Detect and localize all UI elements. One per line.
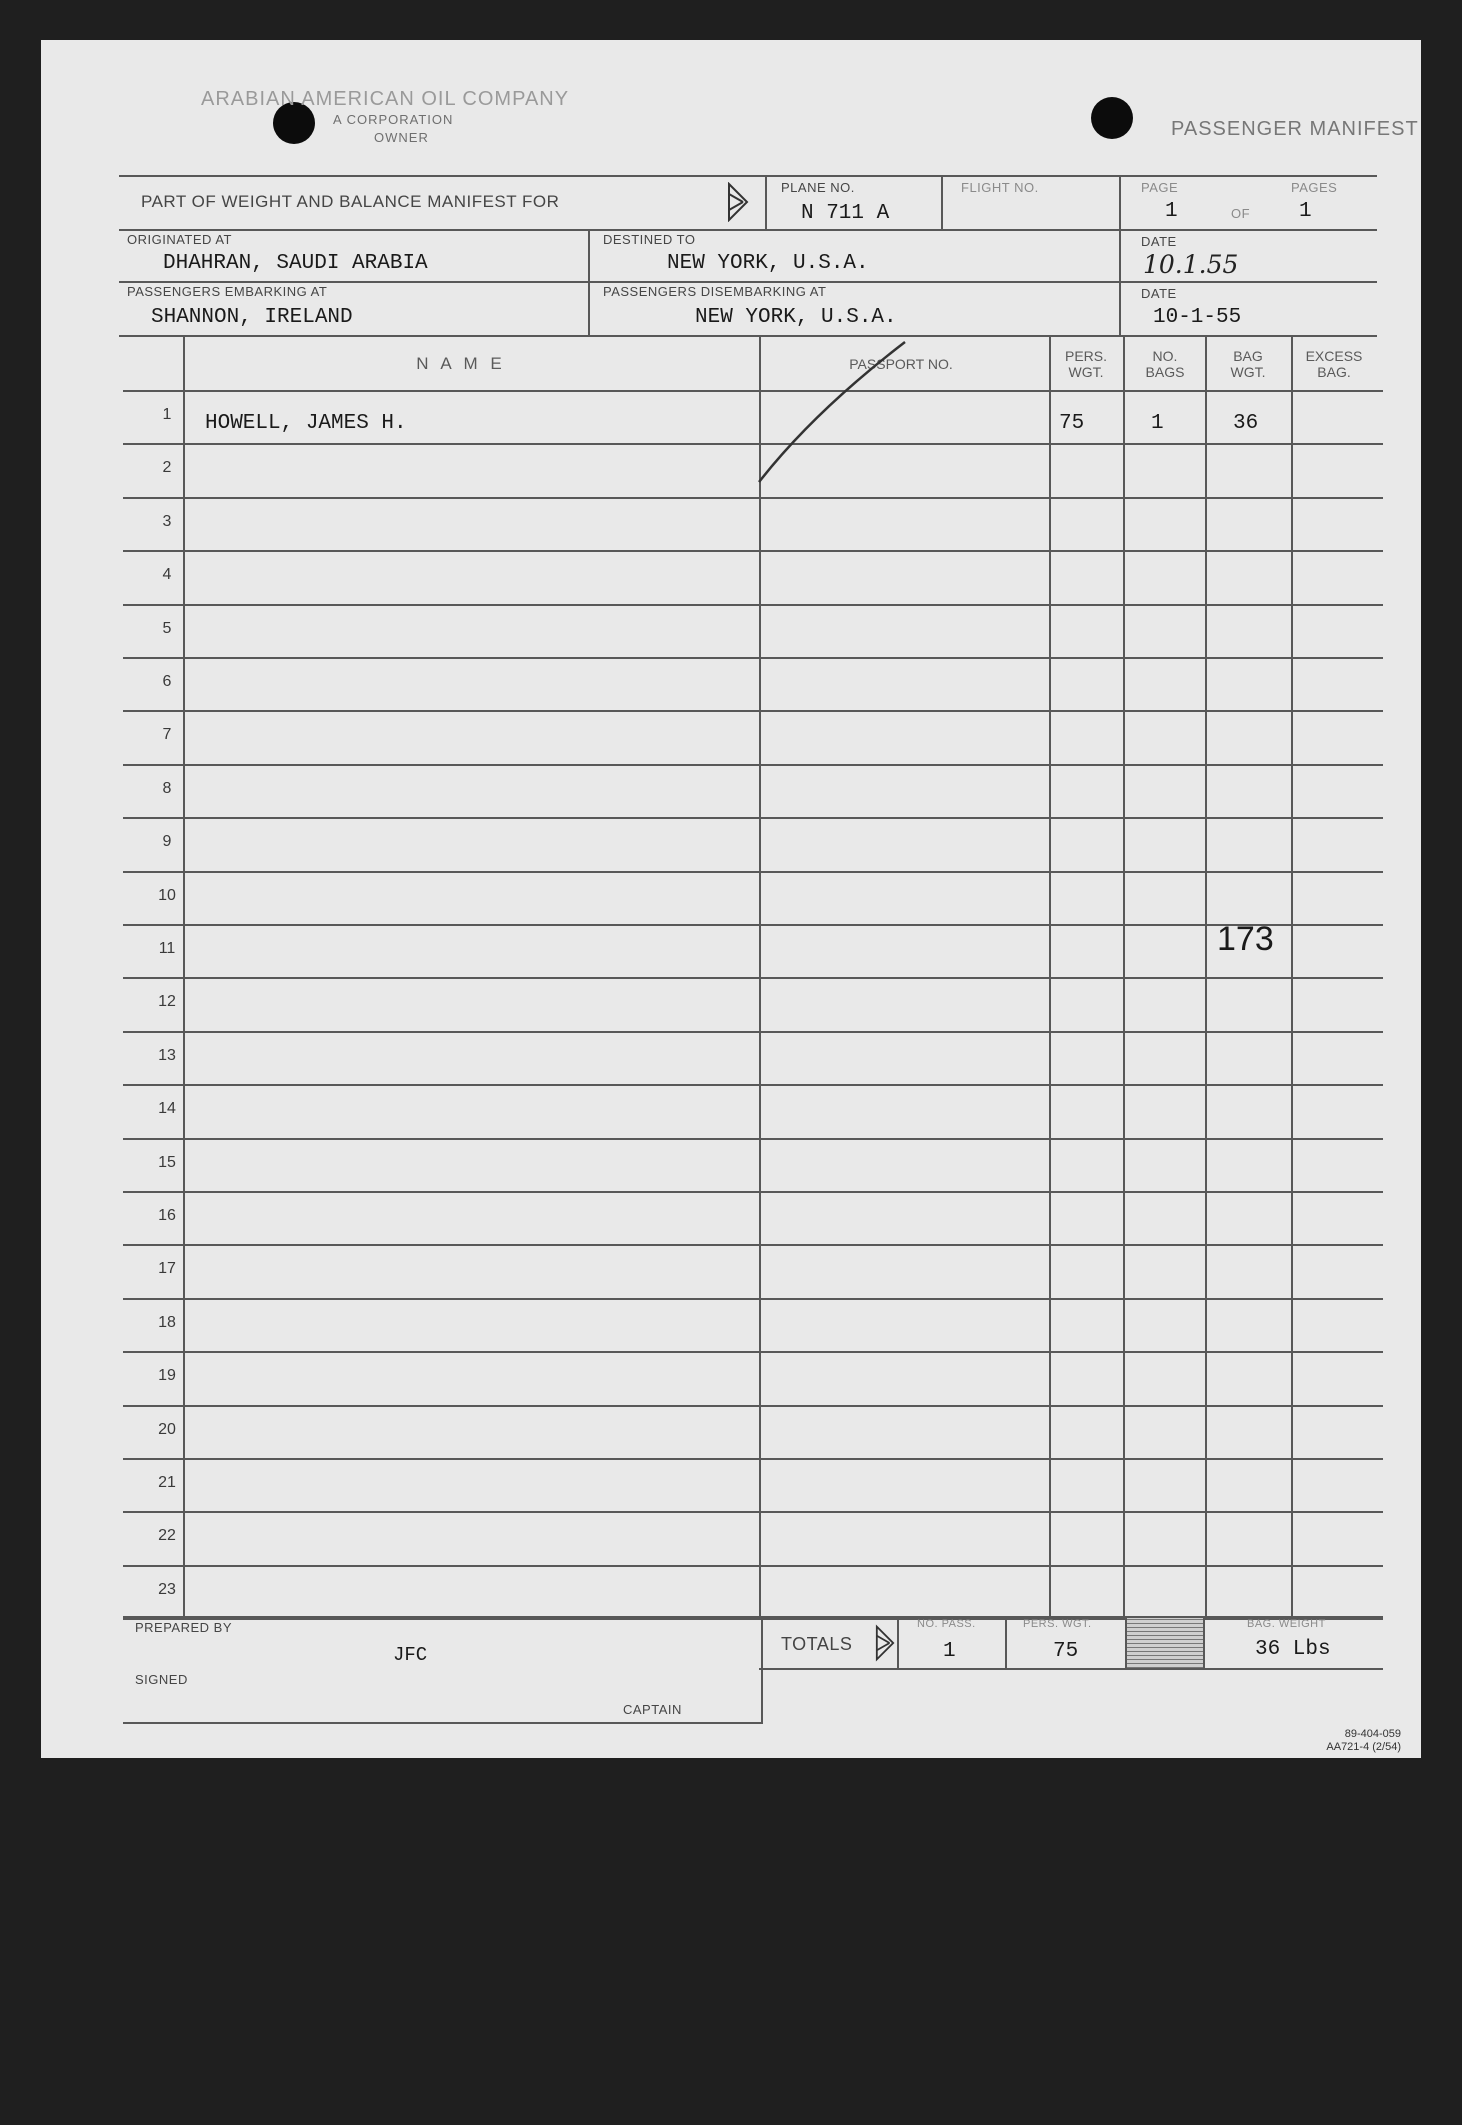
row-number: 12 <box>158 993 176 1011</box>
row-number: 1 <box>162 406 172 423</box>
embark-label: PASSENGERS EMBARKING AT <box>127 284 328 299</box>
row-divider <box>123 1084 1383 1086</box>
form-no: 89-404-059 <box>1344 1728 1401 1740</box>
row-divider <box>123 1298 1383 1300</box>
column-name: N A M E <box>416 354 506 373</box>
row-number: 8 <box>162 779 172 797</box>
row-number: 18 <box>158 1313 176 1331</box>
corporation-label: A CORPORATION <box>333 112 454 127</box>
date-label-2: DATE <box>1141 286 1177 301</box>
captain-label: CAPTAIN <box>623 1702 682 1717</box>
column-divider <box>1291 336 1293 1618</box>
row1-name: HOWELL, JAMES H. <box>205 412 407 435</box>
page-label: PAGE <box>1141 180 1179 195</box>
column-excess: EXCESS BAG. <box>1305 348 1363 380</box>
embark-value: SHANNON, IRELAND <box>151 306 353 329</box>
row-number: 22 <box>158 1527 176 1545</box>
totals-arrow-icon <box>875 1624 895 1662</box>
disembark-value: NEW YORK, U.S.A. <box>695 306 897 329</box>
signed-label: SIGNED <box>135 1672 188 1687</box>
page-number: 1 <box>1165 200 1178 223</box>
row-divider <box>123 1405 1383 1407</box>
row-divider <box>123 1031 1383 1033</box>
row-divider <box>123 657 1383 659</box>
row-number: 7 <box>162 726 172 744</box>
row-divider <box>123 604 1383 606</box>
part-of-label: PART OF WEIGHT AND BALANCE MANIFEST FOR <box>141 192 560 211</box>
row-divider <box>123 977 1383 979</box>
row-divider <box>123 764 1383 766</box>
owner-label: OWNER <box>374 130 429 145</box>
row-number: 9 <box>162 833 172 851</box>
prepared-label: PREPARED BY <box>135 1620 233 1635</box>
column-divider <box>183 336 185 1618</box>
row-number: 13 <box>158 1046 176 1064</box>
row-number: 23 <box>158 1580 176 1598</box>
column-divider <box>1049 336 1051 1618</box>
row-number: 15 <box>158 1153 176 1171</box>
originated-value: DHAHRAN, SAUDI ARABIA <box>163 252 428 275</box>
row-divider <box>123 1565 1383 1567</box>
column-pers-wgt: PERS. WGT. <box>1064 348 1107 380</box>
row1-no-bags: 1 <box>1151 412 1164 435</box>
row1-pers-wgt: 75 <box>1059 412 1085 435</box>
row-divider <box>123 1458 1383 1460</box>
disembark-label: PASSENGERS DISEMBARKING AT <box>603 284 827 299</box>
pages-label: PAGES <box>1291 180 1338 195</box>
destined-label: DESTINED TO <box>603 232 696 247</box>
row-number: 14 <box>158 1100 176 1118</box>
bag-weight-label: BAG. WEIGHT <box>1247 1618 1326 1630</box>
row-divider <box>123 550 1383 552</box>
form-rev: AA721-4 (2/54) <box>1326 1741 1401 1753</box>
row-number: 3 <box>162 512 172 530</box>
row-number: 21 <box>158 1474 176 1491</box>
row-divider <box>123 1511 1383 1513</box>
row-number: 17 <box>158 1260 176 1278</box>
column-divider <box>1205 336 1207 1618</box>
column-divider <box>1123 336 1125 1618</box>
pointer-arrow-icon <box>727 182 749 222</box>
pers-wgt-total-label: PERS. WGT. <box>1023 1618 1092 1630</box>
flight-label: FLIGHT NO. <box>961 180 1039 195</box>
row-number: 6 <box>162 673 172 690</box>
prepared-value: JFC <box>393 1644 428 1666</box>
row-divider <box>123 1191 1383 1193</box>
row-number: 4 <box>162 566 172 584</box>
hatched-cell <box>1127 1618 1203 1668</box>
row-number: 20 <box>158 1420 176 1438</box>
check-mark-icon <box>755 340 915 486</box>
originated-label: ORIGINATED AT <box>127 232 232 247</box>
row-number: 10 <box>158 886 176 904</box>
date-handwritten: 10.1.55 <box>1143 250 1239 279</box>
row1-bag-wgt: 36 <box>1233 412 1259 435</box>
column-no-bags: NO. BAGS <box>1145 348 1185 380</box>
totals-label: TOTALS <box>781 1634 853 1654</box>
date-typed: 10-1-55 <box>1153 306 1242 329</box>
column-divider <box>759 336 761 1618</box>
column-passport: PASSPORT NO. <box>849 356 953 372</box>
row-number: 5 <box>162 619 172 637</box>
row-divider <box>123 443 1383 445</box>
manifest-title: PASSENGER MANIFEST <box>1171 118 1419 140</box>
no-pass-label: NO. PASS. <box>917 1618 976 1630</box>
row-number: 2 <box>162 459 172 477</box>
row-number: 16 <box>158 1207 176 1224</box>
row-divider <box>123 1138 1383 1140</box>
row-divider <box>123 497 1383 499</box>
row11-bag-wgt: 173 <box>1217 920 1274 958</box>
pers-wgt-total-value: 75 <box>1053 1640 1079 1663</box>
row-divider <box>123 817 1383 819</box>
row-divider <box>123 924 1383 926</box>
column-bag-wgt: BAG WGT. <box>1230 348 1266 380</box>
manifest-sheet <box>41 40 1421 1758</box>
row-divider <box>123 710 1383 712</box>
plane-number: N 711 A <box>801 202 890 225</box>
pages-total: 1 <box>1299 200 1312 223</box>
no-pass-value: 1 <box>943 1640 956 1663</box>
form-number <box>1221 1728 1401 1754</box>
row-divider <box>123 1351 1383 1353</box>
company-name: ARABIAN AMERICAN OIL COMPANY <box>201 88 570 110</box>
row-number: 11 <box>158 940 176 957</box>
plane-label: PLANE NO. <box>781 180 855 195</box>
bag-weight-value: 36 Lbs <box>1255 1638 1331 1661</box>
row-number: 19 <box>158 1367 176 1385</box>
destined-value: NEW YORK, U.S.A. <box>667 252 869 275</box>
of-label: OF <box>1231 206 1251 221</box>
row-divider <box>123 871 1383 873</box>
row-divider <box>123 1244 1383 1246</box>
date-label-1: DATE <box>1141 234 1177 249</box>
punch-hole-right <box>1091 97 1133 139</box>
